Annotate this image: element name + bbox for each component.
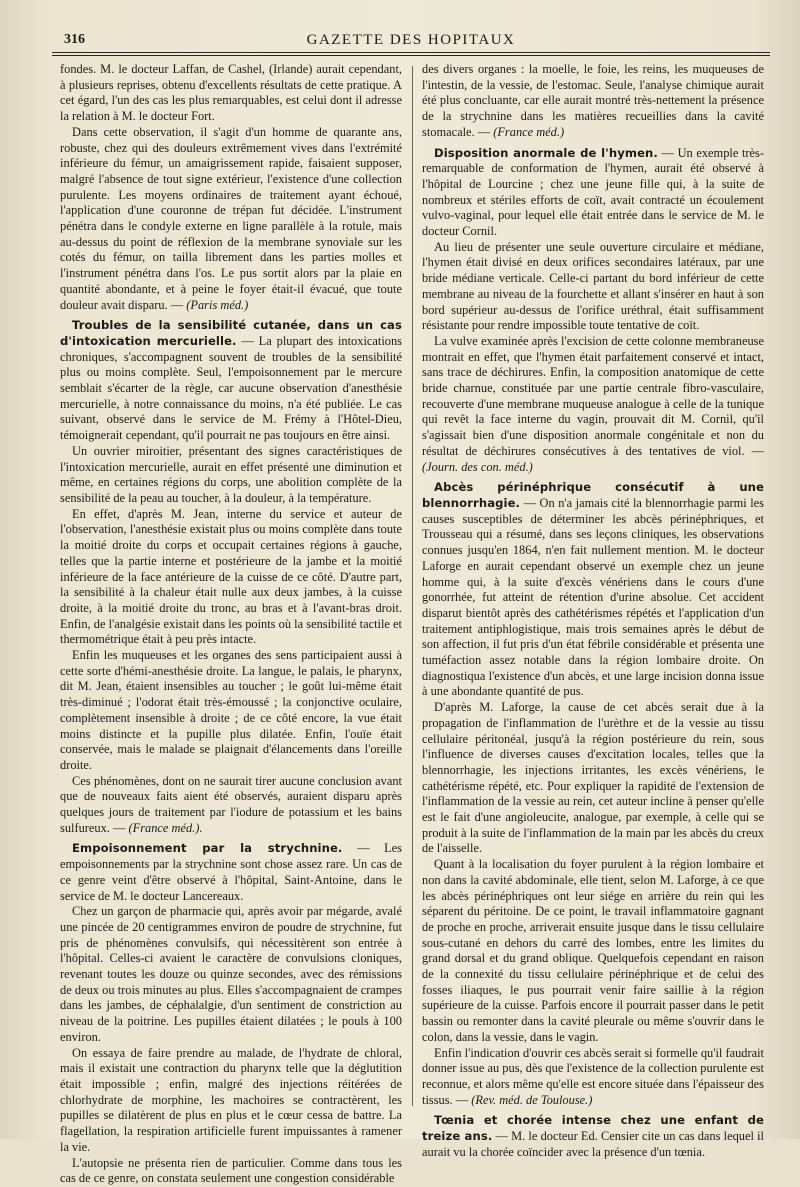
article-title: Troubles de la sensibilité cutanée, dans un cas d'intoxication mercurielle. xyxy=(60,318,402,348)
paragraph xyxy=(60,62,402,125)
source-citation: (France méd.) xyxy=(493,124,565,139)
paragraph-text: des divers organes : la moelle, le foie, les reins, les muqueuses de l'intestin, de la vessie, de l'estomac. Seule, l'analyse chimique aurait été plus concluante, car elle aurait montré très-nettement la présence de la strychnine dans les matières recueillies dans la cavité stomacale. — xyxy=(422,62,764,139)
paragraph xyxy=(60,507,402,648)
right-column xyxy=(422,62,764,1159)
paragraph-text: — La plupart des intoxications chroniques, s'accompagnent souvent de troubles de la sensibilité plus ou moins complète. Seul, l'empoisonnement par le mercure semblait s'écarter de la règle, car aucune observation d'anesthésie mercurielle, à notre connaissance du moins, n'a été publiée. Le cas suivant, observé dans le service de M. Frémy à l'Hôtel-Dieu, témoignerait cependant, qu'il pourrait ne pas toujours en être ainsi. xyxy=(60,333,402,443)
paragraph-text: — Un exemple très-remarquable de conformation de l'hymen, aurait été observé à l'hôpital de Lourcine ; chez une jeune fille qui, à la suite de nombreux et stériles efforts de coït, avait contracté un écoulement vulvo-vaginal, pour lequel elle était entrée dans le service de M. le docteur Cornil. xyxy=(422,145,764,239)
header-rule xyxy=(52,52,770,53)
paragraph xyxy=(422,700,764,857)
paragraph-text: En effet, d'après M. Jean, interne du service et auteur de l'observation, l'anesthésie existait plus ou moins complète dans toute la moitié droite du corps et occupait certaines régions à gauche, telles que la partie interne et postérieure de la jambe et la moitié inférieure de la face antérieure de la cuisse de ce côté. D'autre part, la sensibilité à la chaleur était nulle aux deux jambes, à la cuisse droite, à la moitié droite du tronc, au bras et à l'avant-bras droit. Enfin, de l'analgésie existait dans les points où la sensibilité tactile et thermométrique était à peu près intacte. xyxy=(60,506,402,647)
paragraph-text: Dans cette observation, il s'agit d'un homme de quarante ans, robuste, chez qui des douleurs extrêmement vives dans l'extrémité inférieure du fémur, un amaigrissement rapide, faisaient supposer, malgré l'absence de tout signe extérieur, l'existence d'une collection purulente. Les moyens ordinaires de traitement ayant échoué, l'application d'une couronne de trépan fut décidée. L'instrument pénétra dans le condyle externe en ligne parallèle à la rotule, mais au-dessus du point de réflexion de la membrane synoviale sur les cotés du fémur, on tailla librement dans les parties molles et l'instrument pénétra dans l'os. Le pus sortit alors par la plaie en quantité abondante, et à peine le foyer était-il évacué, que toute douleur avait disparu. — xyxy=(60,124,402,312)
paragraph xyxy=(422,240,764,334)
source-citation: (Paris méd.) xyxy=(186,297,249,312)
paragraph-text: — Les empoisonnements par la strychnine sont chose assez rare. Un cas de ce genre veint d'être observé à l'hôpital, Saint-Antoine, dans le service de M. le docteur Lancereaux. xyxy=(60,841,403,903)
left-column xyxy=(60,62,403,1186)
source-citation: (Rev. méd. de Toulouse.) xyxy=(471,1092,593,1107)
journal-title: GAZETTE DES HOPITAUX xyxy=(306,32,516,48)
paragraph xyxy=(60,125,402,313)
article-paragraph xyxy=(60,318,402,444)
paragraph-text: On essaya de faire prendre au malade, de l'hydrate de chloral, mais il existait une contraction du pharynx telle que la déglutition était impossible ; enfin, malgré des injections réitérées de chlorhydrate de morphine, les machoires se contractèrent, les pupilles se dilatèrent de plus en plus et le cœur cessa de battre. La flagellation, la respiration artificielle furent impuissantes à ramener la vie. xyxy=(60,1045,402,1154)
paragraph-text: Enfin l'indication d'ouvrir ces abcès serait si formelle qu'il faudrait donner issue au pus, dès que l'existence de la collection purulente est reconnue, et alors même qu'elle est encore située dans l'épaisseur des tissus. — xyxy=(422,1045,764,1107)
paragraph-text: La vulve examinée après l'excision de cette colonne membraneuse montrait en effet, que l'hymen était parfaitement conservé et intact, sans trace de déchirures. Enfin, la composition anatomique de cette bride charnue, constituée par une partie centrale fibro-vasculaire, recouverte d'une membrane muqueuse analogue à celle de la tunique qui revêt la face interne du vagin, prouvait dit M. Cornil, qu'il s'agissait bien d'une disposition anormale congénitale et non du résultat de déchirures consécutives à des tentatives de viol. — xyxy=(422,333,764,458)
paragraph xyxy=(422,857,764,1045)
source-citation: (Journ. des con. méd.) xyxy=(422,459,533,474)
paragraph xyxy=(60,1156,402,1187)
article-title: Tœnia et chorée intense chez une enfant de treize ans. xyxy=(422,1113,764,1144)
text-columns xyxy=(60,62,774,1186)
paragraph-text: L'autopsie ne présenta rien de particulier. Comme dans tous les cas de ce genre, on constata seulement une congestion considérable xyxy=(60,1155,402,1186)
paragraph xyxy=(60,1046,402,1156)
article-paragraph xyxy=(422,146,764,240)
page-number: 316 xyxy=(64,32,85,47)
paragraph xyxy=(60,648,402,774)
paragraph-text: Ces phénomènes, dont on ne saurait tirer aucune conclusion avant que de nouveaux faits aient été observés, auraient disparu après quelques jours de traitement par l'iodure de potassium et les bains sulfureux. — xyxy=(60,773,402,835)
paragraph-text: Chez un garçon de pharmacie qui, après avoir par mégarde, avalé une pincée de 20 centigrammes environ de poudre de strychnine, fut pris de phénomènes convulsifs, qui nécessitèrent son entrée à l'hôpital. Celles-ci avaient le caractère de convulsions cloniques, revenant toutes les douze ou quinze secondes, avec des rémissions de deux ou trois minutes au plus. Elles s'accompagnaient de crampes dans les jambes, de céphalalgie, d'un sentiment de constriction au niveau de la poitrine. Les pupilles étaient dilatées ; le pouls à 100 environ. xyxy=(60,904,402,1044)
paragraph xyxy=(422,62,764,141)
paragraph xyxy=(60,444,402,507)
paragraph xyxy=(60,774,402,837)
paragraph-text: Enfin les muqueuses et les organes des sens participaient aussi à cette sorte d'hémi-anesthésie droite. La langue, le palais, le pharynx, dit M. Jean, étaient insensibles au toucher ; le goût lui-même était très-diminué ; l'odorat était très-émoussé ; la conjonctive oculaire, complètement insensible à droite ; de ce côté encore, la vue était moins distincte et la pupille plus dilatée. Enfin, l'ouïe était conservée, mais le malade se plaignait d'élancements dans l'oreille droite. xyxy=(60,648,402,772)
paragraph-text: D'après M. Laforge, la cause de cet abcès serait due à la propagation de l'inflammation de l'urèthre et de la vessie au tissu cellulaire péritonéal, jusqu'à la région postérieure du rein, sous l'influence de diverses causes d'excitation locales, telles que la blennorrhagie, les injections irritantes, les excès vénériens, le cathétérisme répété, etc. Pour expliquer la rapidité de l'extension de l'inflammation de la vessie au rein, cet auteur incline à penser qu'elle est le fait d'une angioleucite, analogue, par exemple, à celle qui se produit à la suite de l'inflammation de la main par les abcès du creux de l'aisselle. xyxy=(422,700,764,856)
paragraph-text: Un ouvrier miroitier, présentant des signes caractéristiques de l'intoxication mercurielle, aurait en effet présenté une diminution et même, en certaines régions du corps, une abolition complète de la sensibilité de la peau au toucher, à la douleur, à la température. xyxy=(60,443,402,505)
paragraph-text: Quant à la localisation du foyer purulent à la région lombaire et non dans la cavité abdominale, elle tient, selon M. Laforge, à ce que les abcès périnéphriques ont leur siége en arrière du rein qui les séparent du péritoine. De ce point, le travail inflammatoire gagnant de proche en proche, arriverait ensuite jusque dans le tissu cellulaire sous-cutané en dehors du carré des lombes, entre les limites du grand dorsal et du grand oblique. Quelquefois cependant en raison de la connexité du tissu cellulaire périnéphrique et de celui des fosses iliaques, le pus pourrait venir faire saillie à la région supérieure de la cuisse. Parfois encore il pourrait passer dans le petit bassin ou remonter dans la cavité pleurale ou même s'ouvrir dans le colon, dans la vessie, dans le vagin. xyxy=(422,857,764,1044)
article-paragraph xyxy=(422,1113,764,1160)
article-paragraph xyxy=(60,841,402,904)
article-title: Disposition anormale de l'hymen. xyxy=(434,145,658,160)
paragraph-text: Au lieu de présenter une seule ouverture circulaire et médiane, l'hymen était divisé en deux orifices secondaires latéraux, par une bride médiane verticale. Celle-ci partant du bord inférieur de cette membrane au niveau de la fourchette et allant s'insérer en haut à son bord supérieur au-dessus de l'orifice uréthral, était suffisamment résistante pour rendre impossible toute tentative de coït. xyxy=(422,239,764,333)
article-title: Abcès périnéphrique consécutif à une blennorrhagie. xyxy=(422,480,764,510)
paragraph-text: fondes. M. le docteur Laffan, de Cashel, (Irlande) aurait cependant, à plusieurs reprises, obtenu d'excellents résultats de cette pratique. A cet égard, l'un des cas les plus remarquables, est celui dont il adresse la relation à M. le docteur Fort. xyxy=(60,62,402,124)
article-title: Empoisonnement par la strychnine. xyxy=(72,841,343,856)
paragraph xyxy=(60,904,402,1045)
paragraph xyxy=(422,1046,764,1109)
paragraph-text: — On n'a jamais cité la blennorrhagie parmi les causes susceptibles de déterminer les abcès périnéphriques, et Trousseau qui a résumé, dans ses leçons cliniques, les observations connues jusqu'en 1864, n'en fait nullement mention. M. le docteur Laforge en aurait cependant observé un exemple chez un jeune homme qui, à la suite d'excès vénériens dans le cours d'une gonorrhée, fut atteint de rétention d'urine absolue. Cet accident disparut bientôt après des cathétérismes répétés et l'application d'un traitement antiphlogistique, mais trois semaines après le début de son affection, il fut pris d'un état fébrile considérable et présenta une tuméfaction assez notable dans la région lombaire droite. On diagnostiqua l'existence d'un abcès, et une large incision donna issue à une abondante quantité de pus. xyxy=(422,495,764,699)
header-rule-double xyxy=(52,55,770,56)
article-paragraph xyxy=(422,480,764,700)
paragraph xyxy=(422,334,764,475)
source-citation: (France méd.). xyxy=(128,820,203,835)
column-divider xyxy=(412,66,413,1106)
paragraph-text: — M. le docteur Ed. Censier cite un cas dans lequel il aurait vu la chorée coïncider avec la présence d'un tœnia. xyxy=(422,1129,764,1159)
